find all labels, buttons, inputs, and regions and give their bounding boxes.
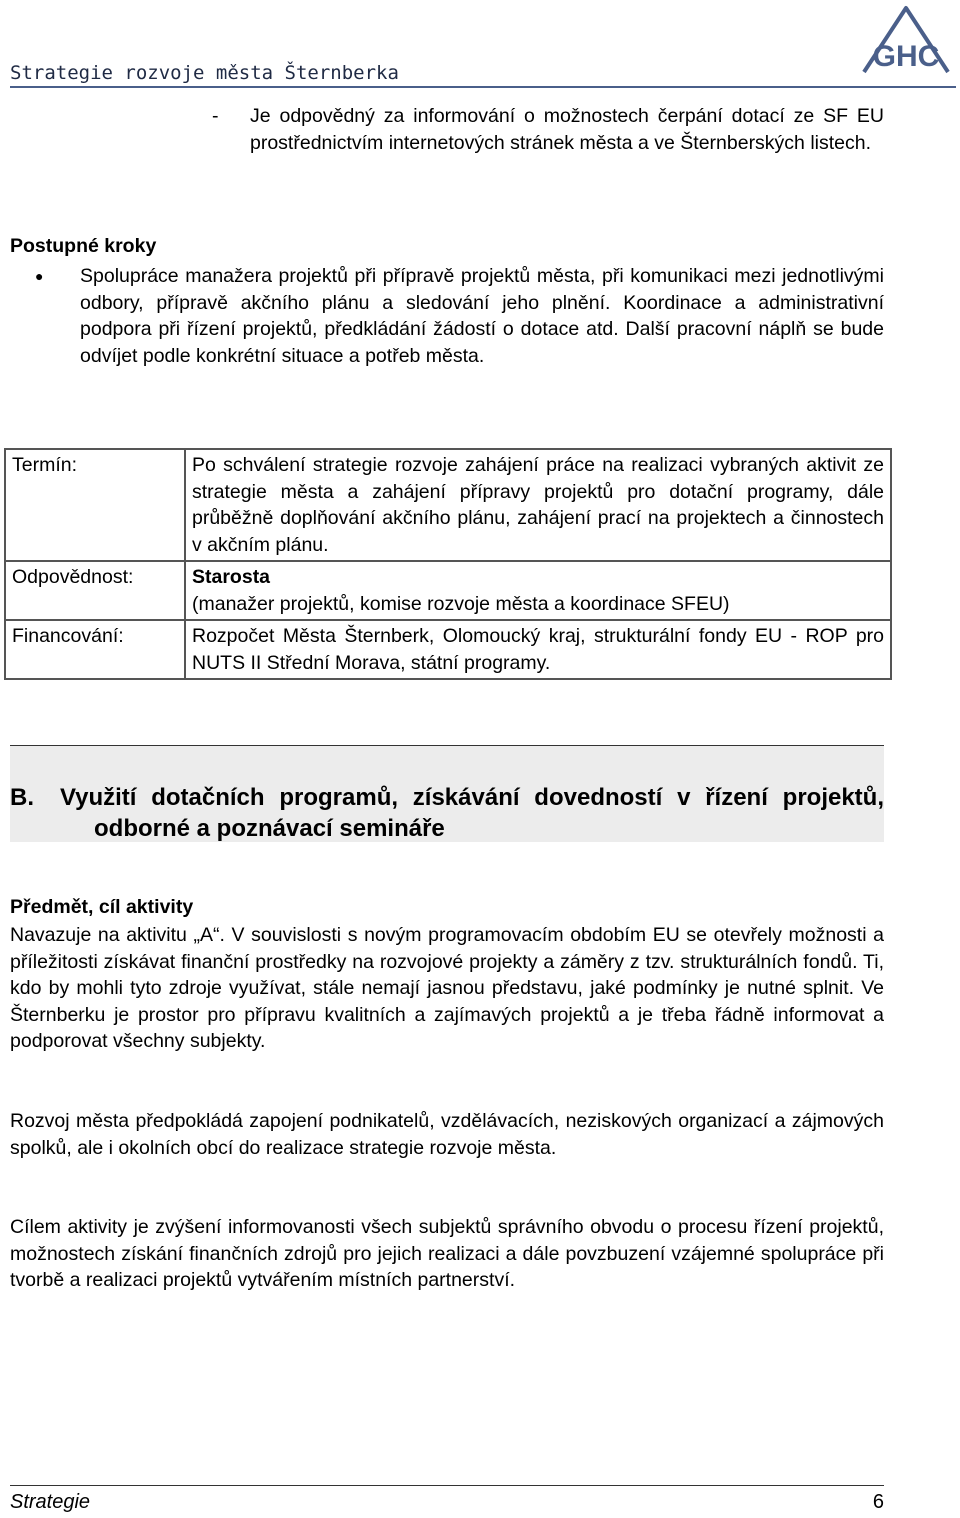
footer-divider	[10, 1485, 884, 1486]
ghc-logo	[856, 2, 956, 78]
financing-label: Financování:	[5, 620, 185, 679]
financing-value: Rozpočet Města Šternberk, Olomoucký kraj, strukturální fondy EU - ROP pro NUTS II Střední Morava, státní programy.	[185, 620, 891, 679]
steps-heading: Postupné kroky	[10, 235, 157, 257]
table-row-responsibility	[5, 561, 891, 620]
ghc-logo-graphic	[856, 2, 956, 78]
term-value: Po schválení strategie rozvoje zahájení práce na realizaci vybraných aktivit ze strategie města a zahájení přípravy projektů pro dotační programy, dále průběžně doplňování akčního plánu, zahájení prací na projektech a činnostech v akčním plánu.	[185, 449, 891, 561]
bullet-list-item	[10, 263, 884, 369]
table-row-term	[5, 449, 891, 561]
page-number: 6	[872, 1491, 884, 1513]
paragraph-1: Navazuje na aktivitu „A“. V souvislosti s novým programovacím obdobím EU se otevřely možnosti a příležitosti získávat finanční prostředky na rozvojové projekty a záměry z tzv. strukturálních fondů. Ti, kdo by mohli tyto zdroje využívat, stále nemají jasnou představu, jaké podmínky je nutné splnit. Ve Šternberku je prostor pro přípravu kvalitních a zajímavých projektů a je třeba řádně informovat a podporovat všechny subjekty.	[10, 924, 884, 1052]
section-title-text: Využití dotačních programů, získávání dovedností v řízení projektů, odborné a poznávací semináře	[60, 784, 884, 842]
table-row-financing	[5, 620, 891, 679]
info-table	[4, 448, 892, 680]
responsibility-detail: (manažer projektů, komise rozvoje města a koordinace SFEU)	[192, 592, 730, 615]
paragraph-2: Rozvoj města předpokládá zapojení podnikatelů, vzdělávacích, neziskových organizací a zájmových spolků, ale i okolních obcí do realizace strategie rozvoje města.	[10, 1110, 884, 1159]
subject-heading: Předmět, cíl aktivity	[10, 896, 194, 918]
responsibility-main: Starosta	[192, 566, 271, 588]
section-b-heading-box	[10, 745, 884, 842]
running-header-title: Strategie rozvoje města Šternberka	[10, 62, 399, 84]
section-letter: B.	[10, 784, 34, 811]
paragraph-3: Cílem aktivity je zvýšení informovanosti všech subjektů správního obvodu o procesu řízení projektů, možnostech získání finančních zdrojů pro jejich realizaci a dále povzbuzení vzájemné spolupráce při tvorbě a realizaci projektů vytvářením místních partnerství.	[10, 1216, 884, 1291]
dash-list-item	[212, 103, 884, 156]
responsibility-value	[185, 561, 891, 620]
header-divider	[10, 86, 956, 88]
section-b-title	[10, 782, 884, 844]
responsibility-label: Odpovědnost:	[5, 561, 185, 620]
bullet-item-text: Spolupráce manažera projektů při přípravě projektů města, při komunikaci mezi jednotlivými odbory, přípravě akčního plánu a sledování jeho plnění. Koordinace a administrativní podpora při řízení projektů, předkládání žádostí o dotace atd. Další pracovní náplň se bude odvíjet podle konkrétní situace a potřeb města.	[80, 265, 884, 367]
dash-item-text: Je odpovědný za informování o možnostech čerpání dotací ze SF EU prostřednictvím internetových stránek města a ve Šternberských listech.	[250, 105, 884, 154]
term-label: Termín:	[5, 449, 185, 561]
dash-marker: -	[212, 105, 219, 127]
logo-text: GHC	[872, 40, 940, 73]
footer-label: Strategie	[10, 1491, 91, 1513]
bullet-icon: ●	[35, 268, 44, 284]
